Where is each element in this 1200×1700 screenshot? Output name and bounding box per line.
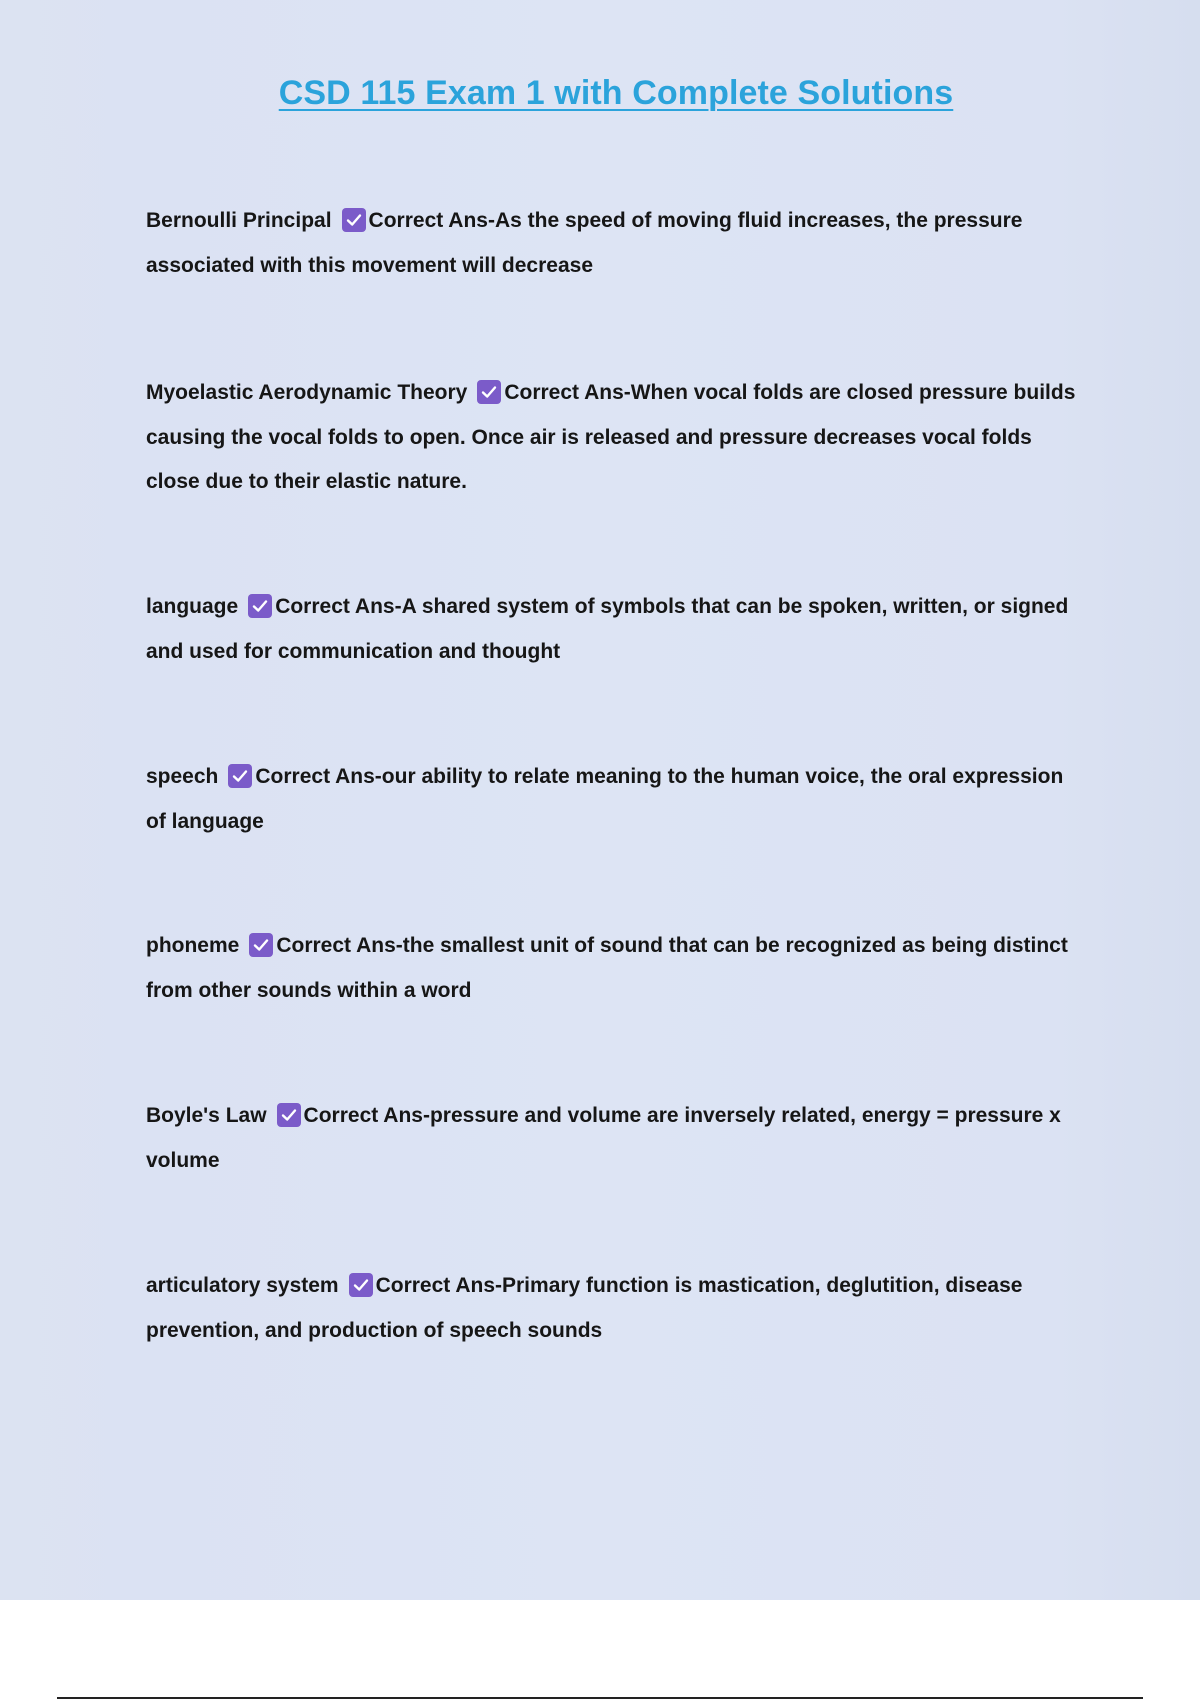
checkbox-checked-icon	[277, 1103, 301, 1127]
checkbox-checked-icon	[249, 933, 273, 957]
qa-entry-articulatory-system	[146, 1264, 1076, 1353]
checkbox-checked-icon	[228, 764, 252, 788]
entry-term: Bernoulli Principal	[146, 209, 332, 232]
entry-term: articulatory system	[146, 1274, 339, 1297]
entry-answer: Correct Ans-A shared system of symbols that can be spoken, written, or signed and used for communication and thought	[146, 595, 1069, 663]
checkbox-checked-icon	[248, 594, 272, 618]
entry-term: language	[146, 595, 239, 618]
qa-entry-language	[146, 585, 1076, 674]
entry-term: Boyle's Law	[146, 1104, 267, 1127]
qa-entry-bernoulli	[146, 199, 1076, 288]
entry-answer: Correct Ans-pressure and volume are inversely related, energy = pressure x volume	[146, 1104, 1061, 1172]
checkbox-checked-icon	[342, 208, 366, 232]
checkbox-checked-icon	[477, 380, 501, 404]
qa-entry-myoelastic	[146, 371, 1076, 505]
entry-answer: Correct Ans-our ability to relate meaning to the human voice, the oral expression of language	[146, 765, 1064, 833]
qa-entry-phoneme	[146, 924, 1076, 1013]
entry-answer: Correct Ans-When vocal folds are closed pressure builds causing the vocal folds to open. Once air is released and pressure decreases vocal folds close due to their elastic nature.	[146, 381, 1076, 493]
qa-entry-speech	[146, 755, 1076, 844]
entry-term: Myoelastic Aerodynamic Theory	[146, 381, 468, 404]
checkbox-checked-icon	[349, 1273, 373, 1297]
entry-term: phoneme	[146, 934, 240, 957]
qa-entry-boyles-law	[146, 1094, 1076, 1183]
entry-answer: Correct Ans-Primary function is mastication, deglutition, disease prevention, and production of speech sounds	[146, 1274, 1023, 1342]
entry-answer: Correct Ans-As the speed of moving fluid increases, the pressure associated with this movement will decrease	[146, 209, 1023, 277]
page-title: CSD 115 Exam 1 with Complete Solutions	[278, 74, 954, 112]
entry-term: speech	[146, 765, 219, 788]
entry-answer: Correct Ans-the smallest unit of sound that can be recognized as being distinct from other sounds within a word	[146, 934, 1068, 1002]
footer-divider	[57, 1697, 1143, 1699]
